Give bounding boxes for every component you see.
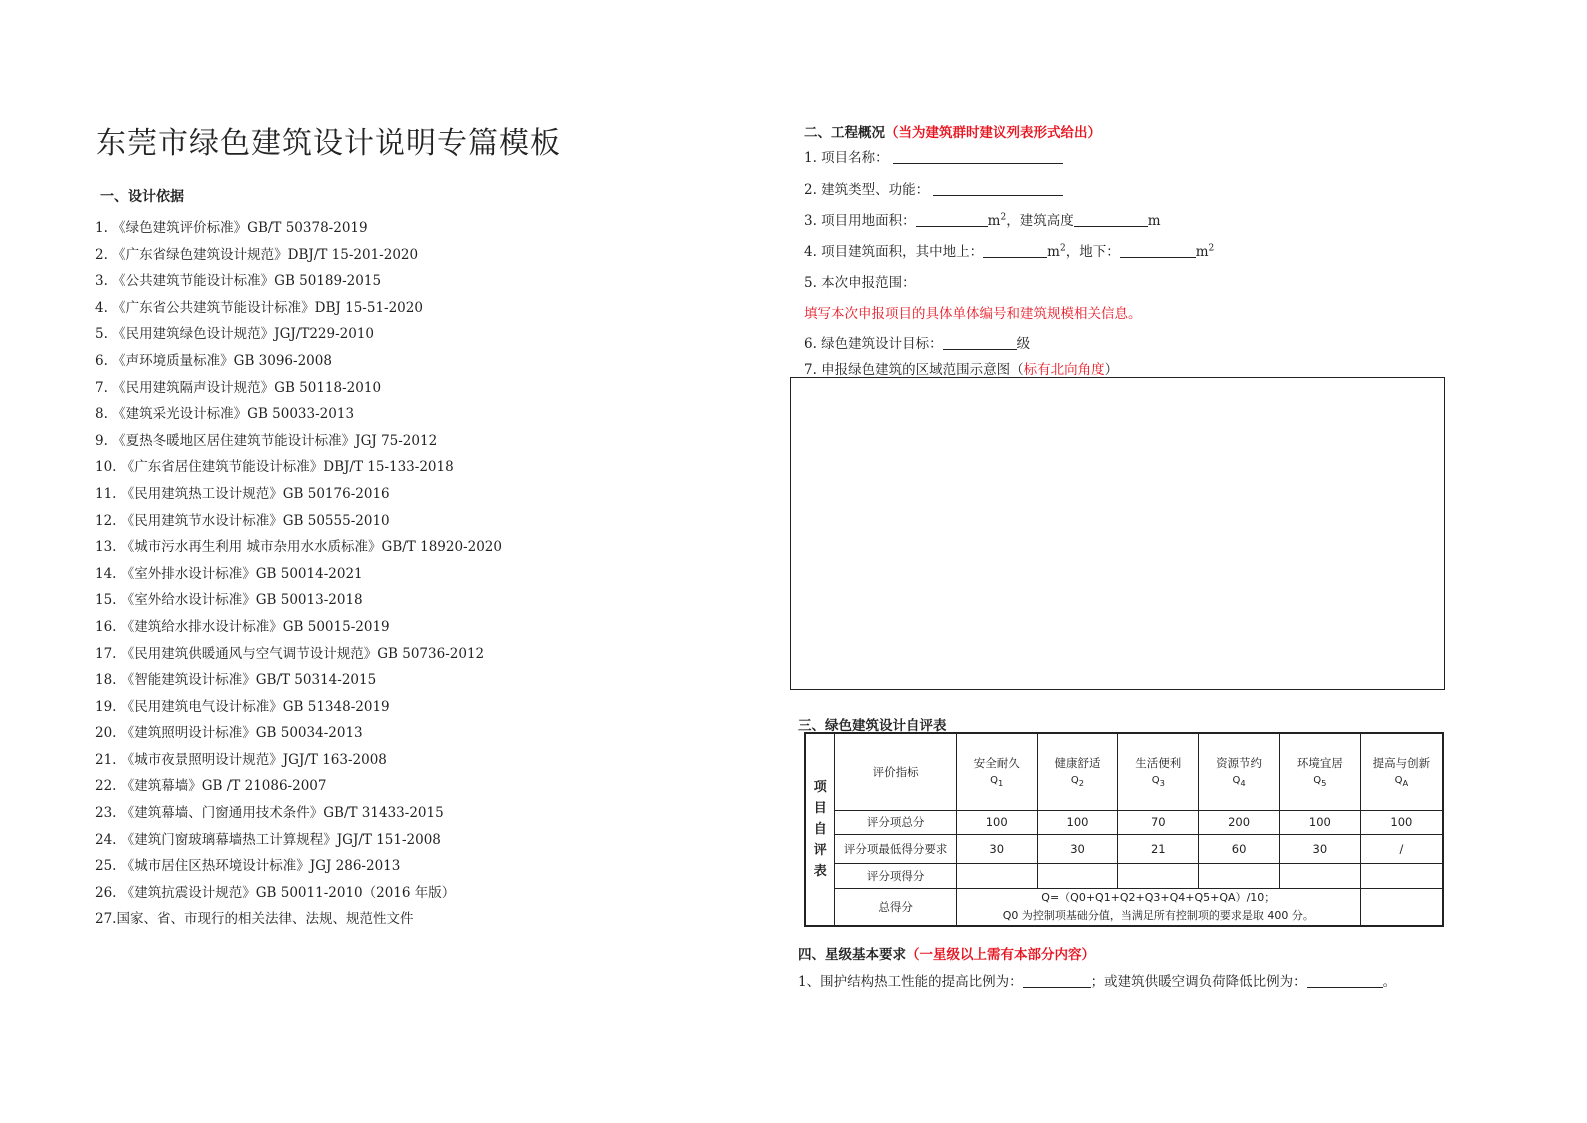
table-side-title: 项 目 自 评 表 [805, 733, 835, 926]
envelope-ratio-field[interactable] [1023, 973, 1091, 988]
section2-heading-note: （当为建筑群时建议列表形式给出） [885, 125, 1101, 141]
underground-label: ，地下： [1065, 244, 1120, 260]
row-label: 评分项得分 [835, 863, 956, 888]
table-header-row [805, 733, 1443, 810]
score-input-cell[interactable] [1279, 863, 1360, 888]
column-header: 环境宜居 $Q_5$ [1279, 733, 1360, 810]
unit-sq: 2 [1000, 212, 1007, 223]
section1-heading: 一、设计依据 [100, 189, 184, 205]
map-note: 标有北向角度 [1023, 362, 1105, 378]
section2-heading [804, 121, 1101, 141]
total-formula: Q=（Q0+Q1+Q2+Q3+Q4+Q5+QA）/10； Q0 为控制项基础分值，当满足所有控制项的要求是取 400 分。 [956, 888, 1360, 926]
gfa-row [804, 240, 1214, 260]
gfa-label: 4. 项目建筑面积，其中地上： [804, 244, 984, 260]
row-label: 评分项最低得分要求 [835, 834, 956, 863]
section4-heading-note: （一星级以上需有本部分内容） [906, 947, 1095, 963]
reference-item: 14. 《室外排水设计标准》GB 50014-2021 [95, 565, 363, 582]
column-header: 提高与创新 $Q_A$ [1360, 733, 1443, 810]
reference-item: 15. 《室外给水设计标准》GB 50013-2018 [95, 592, 363, 609]
period: 。 [1382, 974, 1397, 990]
reference-item: 17. 《民用建筑供暖通风与空气调节设计规范》GB 50736-2012 [95, 645, 485, 662]
section4-heading-text: 四、星级基本要求 [798, 947, 906, 963]
row-label: 评分项总分 [835, 810, 956, 834]
table-cell: 100 [956, 810, 1037, 834]
building-height-label: ，建筑高度 [1006, 213, 1074, 229]
reference-item: 8. 《建筑采光设计标准》GB 50033-2013 [95, 406, 355, 423]
load-ratio-field[interactable] [1307, 973, 1383, 988]
total-score-cell[interactable] [1360, 888, 1443, 926]
reference-item: 4. 《广东省公共建筑节能设计标准》DBJ 15-51-2020 [95, 299, 423, 316]
site-map-box[interactable] [790, 377, 1445, 690]
above-ground-field[interactable] [983, 243, 1047, 258]
table-total-row [805, 888, 1443, 926]
reference-item: 3. 《公共建筑节能设计标准》GB 50189-2015 [95, 273, 382, 290]
reference-item: 21. 《城市夜景照明设计规范》JGJ/T 163-2008 [95, 751, 387, 768]
underground-field[interactable] [1120, 243, 1196, 258]
table-cell: 30 [956, 834, 1037, 863]
reference-item: 10. 《广东省居住建筑节能设计标准》DBJ/T 15-133-2018 [95, 459, 454, 476]
building-type-field[interactable] [933, 181, 1063, 196]
reference-item: 26. 《建筑抗震设计规范》GB 50011-2010（2016 年版） [95, 884, 456, 901]
map-label: 7. 申报绿色建筑的区域范围示意图（ [804, 362, 1024, 378]
total-label: 总得分 [835, 888, 956, 926]
table-cell: 100 [1037, 810, 1118, 834]
reference-item: 2. 《广东省绿色建筑设计规范》DBJ/T 15-201-2020 [95, 246, 419, 263]
reference-item: 6. 《声环境质量标准》GB 3096-2008 [95, 352, 332, 369]
target-label: 6. 绿色建筑设计目标： [804, 336, 943, 352]
table-cell: 200 [1199, 810, 1280, 834]
unit-m: m [1147, 213, 1161, 229]
reference-item: 9. 《夏热冬暖地区居住建筑节能设计标准》JGJ 75-2012 [95, 432, 438, 449]
building-height-field[interactable] [1074, 212, 1148, 227]
reference-item: 27.国家、省、市现行的相关法律、法规、规范性文件 [95, 911, 414, 928]
building-type-label: 2. 建筑类型、功能： [804, 182, 930, 198]
building-type-row [804, 178, 1063, 198]
reference-item: 1. 《绿色建筑评价标准》GB/T 50378-2019 [95, 220, 368, 236]
reference-item: 25. 《城市居住区热环境设计标准》JGJ 286-2013 [95, 858, 401, 875]
header-label: 评价指标 [835, 733, 956, 810]
reference-item: 16. 《建筑给水排水设计标准》GB 50015-2019 [95, 618, 390, 635]
scope-label: 5. 本次申报范围： [804, 275, 916, 291]
page-title: 东莞市绿色建筑设计说明专篇模板 [96, 126, 561, 161]
land-area-label: 3. 项目用地面积： [804, 213, 916, 229]
star-requirement-row [798, 970, 1396, 990]
land-area-field[interactable] [916, 212, 988, 227]
reference-item: 23. 《建筑幕墙、门窗通用技术条件》GB/T 31433-2015 [95, 805, 444, 822]
unit-m2: m [1195, 244, 1209, 260]
reference-item: 22. 《建筑幕墙》GB /T 21086-2007 [95, 778, 327, 795]
table-cell: 100 [1279, 810, 1360, 834]
table-cell: / [1360, 834, 1443, 863]
reference-item: 24. 《建筑门窗玻璃幕墙热工计算规程》JGJ/T 151-2008 [95, 831, 441, 848]
reference-list [95, 217, 502, 935]
target-row [804, 332, 1030, 352]
score-input-cell[interactable] [1360, 863, 1443, 888]
table-cell: 21 [1118, 834, 1199, 863]
table-cell: 100 [1360, 810, 1443, 834]
table-row [805, 810, 1443, 834]
reference-item: 12. 《民用建筑节水设计标准》GB 50555-2010 [95, 512, 390, 529]
unit-m2: m [987, 213, 1001, 229]
column-header: 健康舒适 $Q_2$ [1037, 733, 1118, 810]
reference-item: 19. 《民用建筑电气设计标准》GB 51348-2019 [95, 698, 390, 715]
reference-item: 20. 《建筑照明设计标准》GB 50034-2013 [95, 725, 363, 742]
load-label: ；或建筑供暖空调负荷降低比例为： [1090, 974, 1307, 990]
score-input-cell[interactable] [1199, 863, 1280, 888]
table-row [805, 834, 1443, 863]
reference-item: 11. 《民用建筑热工设计规范》GB 50176-2016 [95, 485, 390, 502]
envelope-label: 1、围护结构热工性能的提高比例为： [798, 974, 1023, 990]
reference-item: 18. 《智能建筑设计标准》GB/T 50314-2015 [95, 672, 377, 689]
score-input-cell[interactable] [956, 863, 1037, 888]
project-name-row [804, 146, 1063, 166]
table-cell: 60 [1199, 834, 1280, 863]
table-row [805, 863, 1443, 888]
section3-heading: 三、绿色建筑设计自评表 [798, 718, 947, 734]
table-cell: 70 [1118, 810, 1199, 834]
reference-item: 13. 《城市污水再生利用 城市杂用水水质标准》GB/T 18920-2020 [95, 539, 502, 556]
reference-item: 7. 《民用建筑隔声设计规范》GB 50118-2010 [95, 379, 382, 396]
score-input-cell[interactable] [1037, 863, 1118, 888]
table-cell: 30 [1279, 834, 1360, 863]
score-input-cell[interactable] [1118, 863, 1199, 888]
unit-sq: 2 [1059, 243, 1066, 254]
target-unit: 级 [1016, 336, 1031, 352]
reference-item: 5. 《民用建筑绿色设计规范》JGJ/T229-2010 [95, 326, 375, 343]
self-evaluation-table [804, 732, 1444, 927]
scope-note: 填写本次申报项目的具体单体编号和建筑规模相关信息。 [804, 306, 1142, 322]
section2-heading-text: 二、工程概况 [804, 125, 885, 141]
column-header: 生活便利 $Q_3$ [1118, 733, 1199, 810]
map-close: ） [1104, 362, 1119, 378]
column-header: 资源节约 $Q_4$ [1199, 733, 1280, 810]
project-name-field[interactable] [893, 149, 1063, 164]
unit-sq: 2 [1208, 243, 1215, 254]
map-label-row [804, 358, 1118, 378]
section4-heading [798, 943, 1095, 963]
table-cell: 30 [1037, 834, 1118, 863]
unit-m2: m [1047, 244, 1060, 260]
project-name-label: 1. 项目名称： [804, 150, 889, 166]
land-area-row [804, 209, 1161, 229]
target-field[interactable] [943, 335, 1017, 350]
column-header: 安全耐久 $Q_1$ [956, 733, 1037, 810]
